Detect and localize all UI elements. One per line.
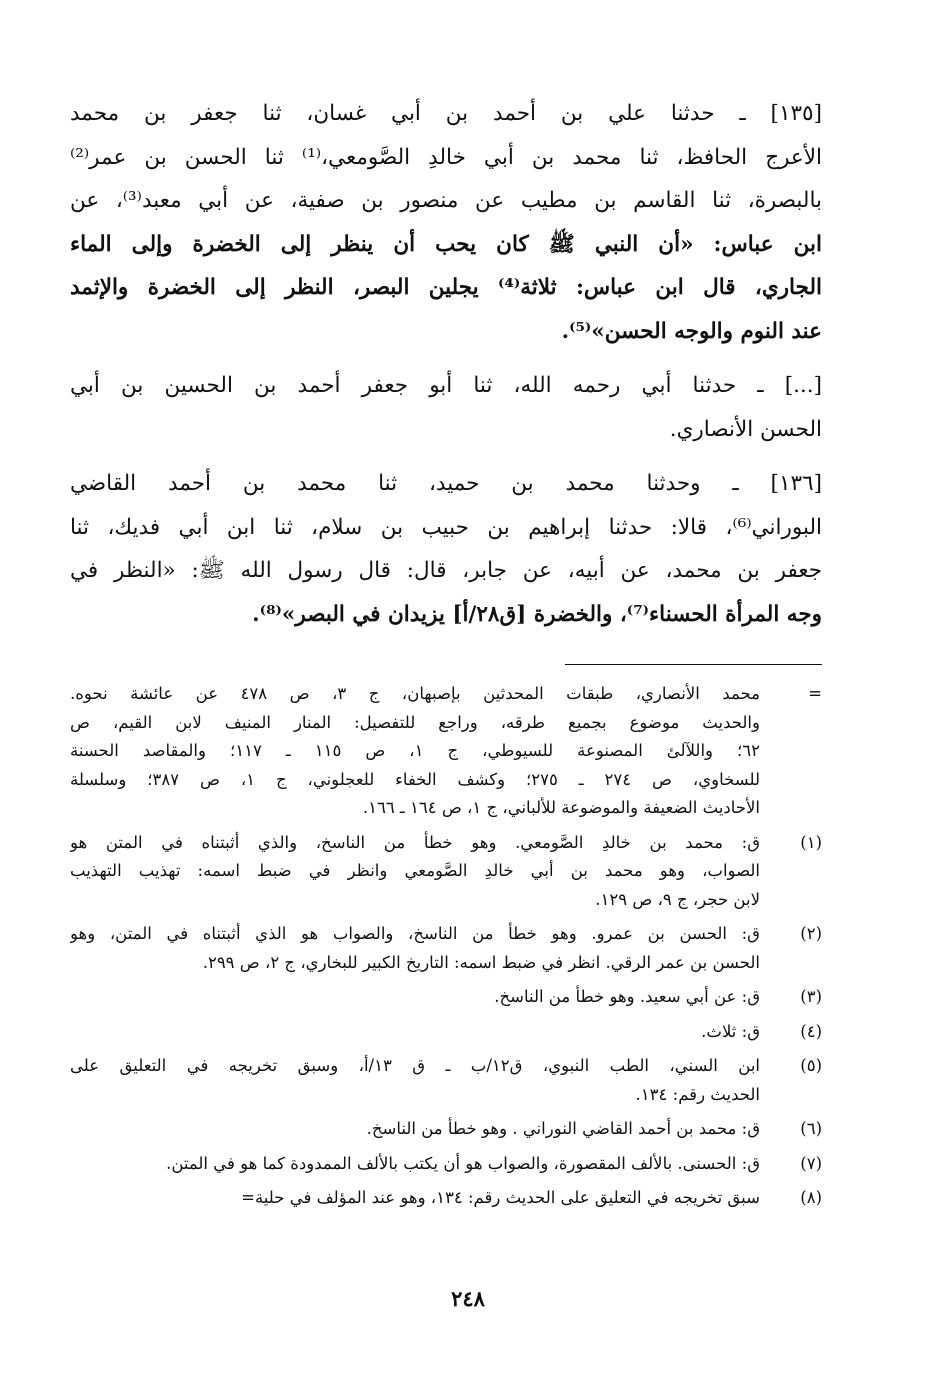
footnote-line: ق: الحسنى. بالألف المقصورة، والصواب هو أن يكتب بالألف الممدودة كما هو في المتن.	[166, 1153, 760, 1173]
footnote-number: (٥)	[800, 1056, 822, 1075]
text-line: الجاري، قال ابن عباس: ثلاثة⁽⁴⁾ يجلين البصر، النظر إلى الخضرة والإثمد	[70, 275, 822, 300]
text-line: جعفر بن محمد، عن أبيه، عن جابر، قال: قال رسول الله ﷺ: «النظر في	[70, 558, 822, 583]
page-number: ٢٤٨	[451, 1286, 485, 1311]
main-text	[70, 92, 822, 647]
footnote-line: ٦٢؛ واللآلئ المصنوعة للسيوطي، ج ١، ص ١١٥ ـ ١١٧؛ والمقاصد الحسنة	[70, 741, 760, 760]
footnote-line: والحديث موضوع بجميع طرقه، وراجع للتفصيل: المنار المنيف لابن القيم، ص	[70, 712, 760, 732]
footnotes	[70, 680, 822, 1219]
footnote-line: الأحاديث الضعيفة والموضوعة للألباني، ج ١، ص ١٦٤ ـ ١٦٦.	[362, 798, 760, 817]
footnote-number: (٢)	[800, 924, 822, 943]
text-line: ابن عباس: «أن النبي ﷺ كان يحب أن ينظر إلى الخضرة وإلى الماء	[70, 231, 822, 257]
chain-paragraph	[70, 364, 822, 451]
footnote-line: الحسن بن عمر الرقي. انظر في ضبط اسمه: التاريخ الكبير للبخاري، ج ٢، ص ٢٩٩.	[202, 952, 760, 972]
footnote-number: (١)	[800, 832, 822, 852]
text-line: الحسن الأنصاري.	[669, 416, 822, 442]
hadith-135	[70, 92, 822, 353]
footnote-number: (٦)	[800, 1119, 822, 1138]
footnote-1	[70, 829, 822, 915]
footnote-continued	[70, 680, 822, 823]
text-line: وجه المرأة الحسناء⁽⁷⁾، والخضرة [ق٢٨/أ] يزيدان في البصر»⁽⁸⁾.	[252, 601, 822, 627]
footnote-line: ق: عن أبي سعيد. وهو خطأ من الناسخ.	[494, 987, 760, 1006]
text-line: [١٣٥] ـ حدثنا علي بن أحمد بن أبي غسان، ثنا جعفر بن محمد	[70, 101, 822, 126]
footnote-number: (٨)	[800, 1188, 822, 1207]
footnote-7	[70, 1150, 822, 1179]
footnote-line: ق: الحسن بن عمرو. وهو خطأ من الناسخ، والصواب هو الذي أثبتناه في المتن، وهو	[70, 924, 760, 943]
footnote-line: للسخاوي، ص ٢٧٤ ـ ٢٧٥؛ وكشف الخفاء للعجلوني، ج ١، ص ٣٨٧؛ وسلسلة	[70, 769, 760, 789]
footnote-5	[70, 1052, 822, 1109]
footnote-number: =	[808, 684, 822, 703]
text-line: الأعرج الحافظ، ثنا محمد بن أبي خالدِ الصَّومعي،⁽¹⁾ ثنا الحسن بن عمر⁽²⁾	[70, 144, 822, 170]
footnote-line: الصواب، وهو محمد بن أبي خالدِ الصَّومعي وانظر في ضبط اسمه: تهذيب التهذيب	[70, 861, 760, 880]
text-line: [...] ـ حدثنا أبي رحمه الله، ثنا أبو جعفر أحمد بن الحسين بن أبي	[70, 373, 822, 398]
footnote-line: ق: محمد بن أحمد القاضي النوراني . وهو خطأ من الناسخ.	[366, 1119, 760, 1138]
footnote-2	[70, 920, 822, 977]
footnote-separator	[565, 664, 822, 665]
footnote-line: ابن السني، الطب النبوي، ق١٢/ب ـ ق ١٣/أ، وسبق تخريجه في التعليق على	[70, 1056, 760, 1075]
text-line: بالبصرة، ثنا القاسم بن مطيب عن منصور بن صفية، عن أبي معبد⁽³⁾، عن	[70, 188, 822, 213]
text-line: عند النوم والوجه الحسن»⁽⁵⁾.	[561, 318, 822, 344]
text-line: البوراني⁽⁶⁾، قالا: حدثنا إبراهيم بن حبيب بن سلام، ثنا ابن أبي فديك، ثنا	[70, 514, 822, 540]
hadith-136	[70, 462, 822, 636]
footnote-number: (٧)	[800, 1153, 822, 1173]
footnote-line: ق: ثلاث.	[701, 1021, 760, 1041]
footnote-3	[70, 983, 822, 1012]
footnote-line: سبق تخريجه في التعليق على الحديث رقم: ١٣٤، وهو عند المؤلف في حلية=	[241, 1188, 760, 1207]
footnote-line: ق: محمد بن خالدِ الصَّومعي. وهو خطأ من الناسخ، والذي أثبتناه في المتن هو	[70, 832, 760, 852]
footnote-line: لابن حجر، ج ٩، ص ١٢٩.	[595, 889, 760, 909]
footnote-8	[70, 1184, 822, 1213]
footnote-number: (٣)	[800, 987, 822, 1006]
footnote-6	[70, 1115, 822, 1144]
footnote-number: (٤)	[800, 1021, 822, 1041]
footnote-4	[70, 1018, 822, 1047]
text-line: [١٣٦] ـ وحدثنا محمد بن حميد، ثنا محمد بن أحمد القاضي	[70, 471, 822, 496]
footnote-line: الحديث رقم: ١٣٤.	[635, 1084, 760, 1104]
footnote-line: محمد الأنصاري، طبقات المحدثين بإصبهان، ج ٣، ص ٤٧٨ عن عائشة نحوه.	[70, 684, 760, 703]
